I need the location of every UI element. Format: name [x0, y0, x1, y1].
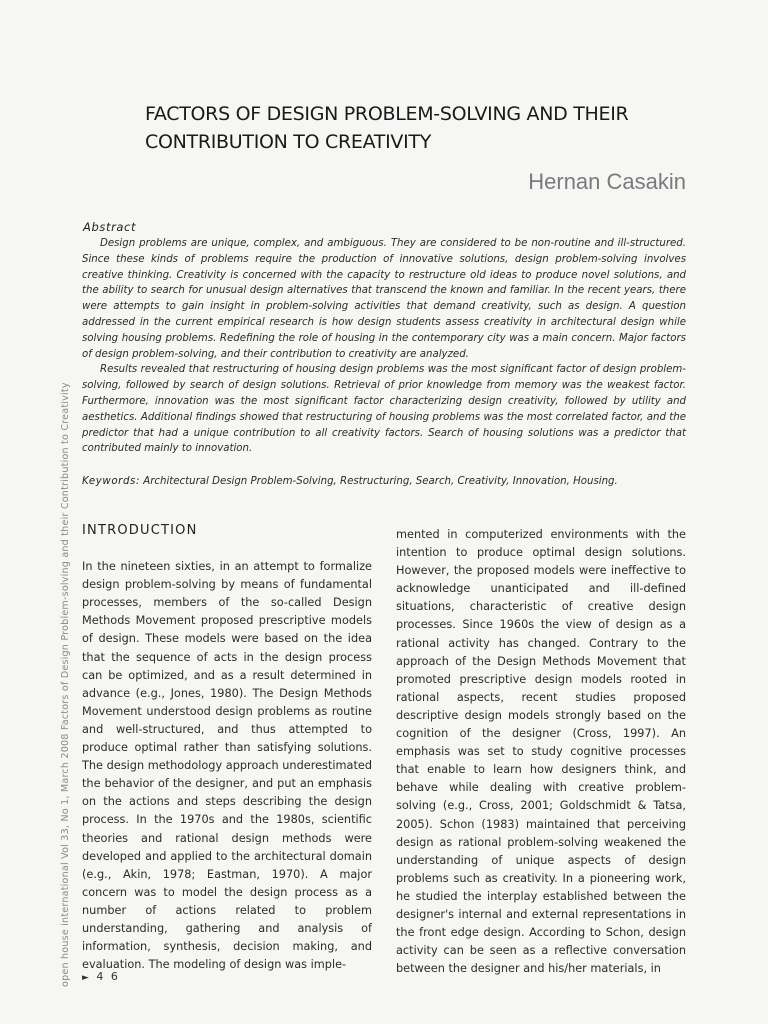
column-right — [396, 526, 686, 978]
keywords-label: Keywords: — [82, 476, 140, 487]
abstract-body — [82, 236, 686, 457]
author-name: Hernan Casakin — [528, 169, 686, 194]
journal-running-header: open house international Vol 33, No 1, March 2008 Factors of Design Problem-solving and their Contribution to Creativity — [60, 382, 71, 987]
column-left — [82, 522, 372, 974]
section-heading-introduction: INTRODUCTION — [82, 523, 198, 538]
keywords — [82, 476, 686, 487]
article-title: FACTORS OF DESIGN PROBLEM-SOLVING AND THEIR CONTRIBUTION TO CREATIVITY — [145, 103, 629, 153]
introduction-text-right: mented in computerized environments with the intention to produce optimal design solutions. However, the proposed models were ineffective to acknowledge unanticipated and ill-defined situations, characteristic of creative design processes. Since 1960s the view of design as a rational activity has changed. Contrary to the approach of the Design Methods Movement that promoted prescriptive design models rooted in rational aspects, recent studies proposed descriptive design models strongly based on the cognition of the designer (Cross, 1997). An emphasis was set to study cognitive processes that enable to learn how designers think, and behave while dealing with creative problem-solving (e.g., Cross, 2001; Goldschmidt & Tatsa, 2005). Schon (1983) maintained that perceiving design as rational problem-solving weakened the understanding of unique aspects of design problems such as creativity. In a pioneering work, he studied the interplay established between the designer's internal and external representations in the front edge design. According to Schon, design activity can be seen as a reflective conversation between the designer and his/her materials, in — [396, 528, 686, 976]
abstract-paragraph: Results revealed that restructuring of housing design problems was the most significant factor of design problem-solving, followed by search of design solutions. Retrieval of prior knowledge from memory was the weakest factor. Furthermore, innovation was the most significant factor characterizing design creativity, followed by utility and aesthetics. Additional findings showed that restructuring of housing problems was the most correlated factor, and the predictor that had a unique contribution to all creativity factors. Search of housing solutions was a predictor that contributed mainly to innovation. — [82, 364, 686, 455]
page-number — [82, 970, 120, 983]
introduction-text-left: In the nineteen sixties, in an attempt to formalize design problem-solving by means of fundamental processes, members of the so-called Design Methods Movement proposed prescriptive models of design. These models were based on the idea that the sequence of acts in the design process can be optimized, and as a result determined in advance (e.g., Jones, 1980). The Design Methods Movement understood design problems as routine and well-structured, and thus attempted to produce optimal rather than satisfying solutions. The design methodology approach underestimated the behavior of the designer, and put an emphasis on the actions and steps describing the design process. In the 1970s and the 1980s, scientific theories and rational design methods were developed and applied to the architectural domain (e.g., Akin, 1978; Eastman, 1970). A major concern was to model the design process as a number of actions related to problem understanding, gathering and analysis of information, synthesis, decision making, and evaluation. The modeling of design was imple- — [82, 560, 372, 972]
keywords-text: Architectural Design Problem-Solving, Restructuring, Search, Creativity, Innovation, Housing. — [143, 476, 618, 487]
abstract-heading: Abstract — [83, 220, 137, 234]
abstract-paragraph: Design problems are unique, complex, and ambiguous. They are considered to be non-routine and ill-structured. Since these kinds of problems require the production of innovative solutions, design problem-solving involves creative thinking. Creativity is concerned with the capacity to restructure old ideas to produce novel solutions, and the ability to search for unusual design alternatives that transcend the known and familiar. In the recent years, there were attempts to gain insight in problem-solving activities that demand creativity, such as design. A question addressed in the current empirical research is how design students assess creativity in architectural design while solving housing problems. Redefining the role of housing in the contemporary city was a main concern. Major factors of design problem-solving, and their contribution to creativity are analyzed. — [82, 238, 686, 360]
page-arrow-icon: ► — [82, 973, 89, 983]
page-number-text: 4 6 — [96, 970, 120, 983]
